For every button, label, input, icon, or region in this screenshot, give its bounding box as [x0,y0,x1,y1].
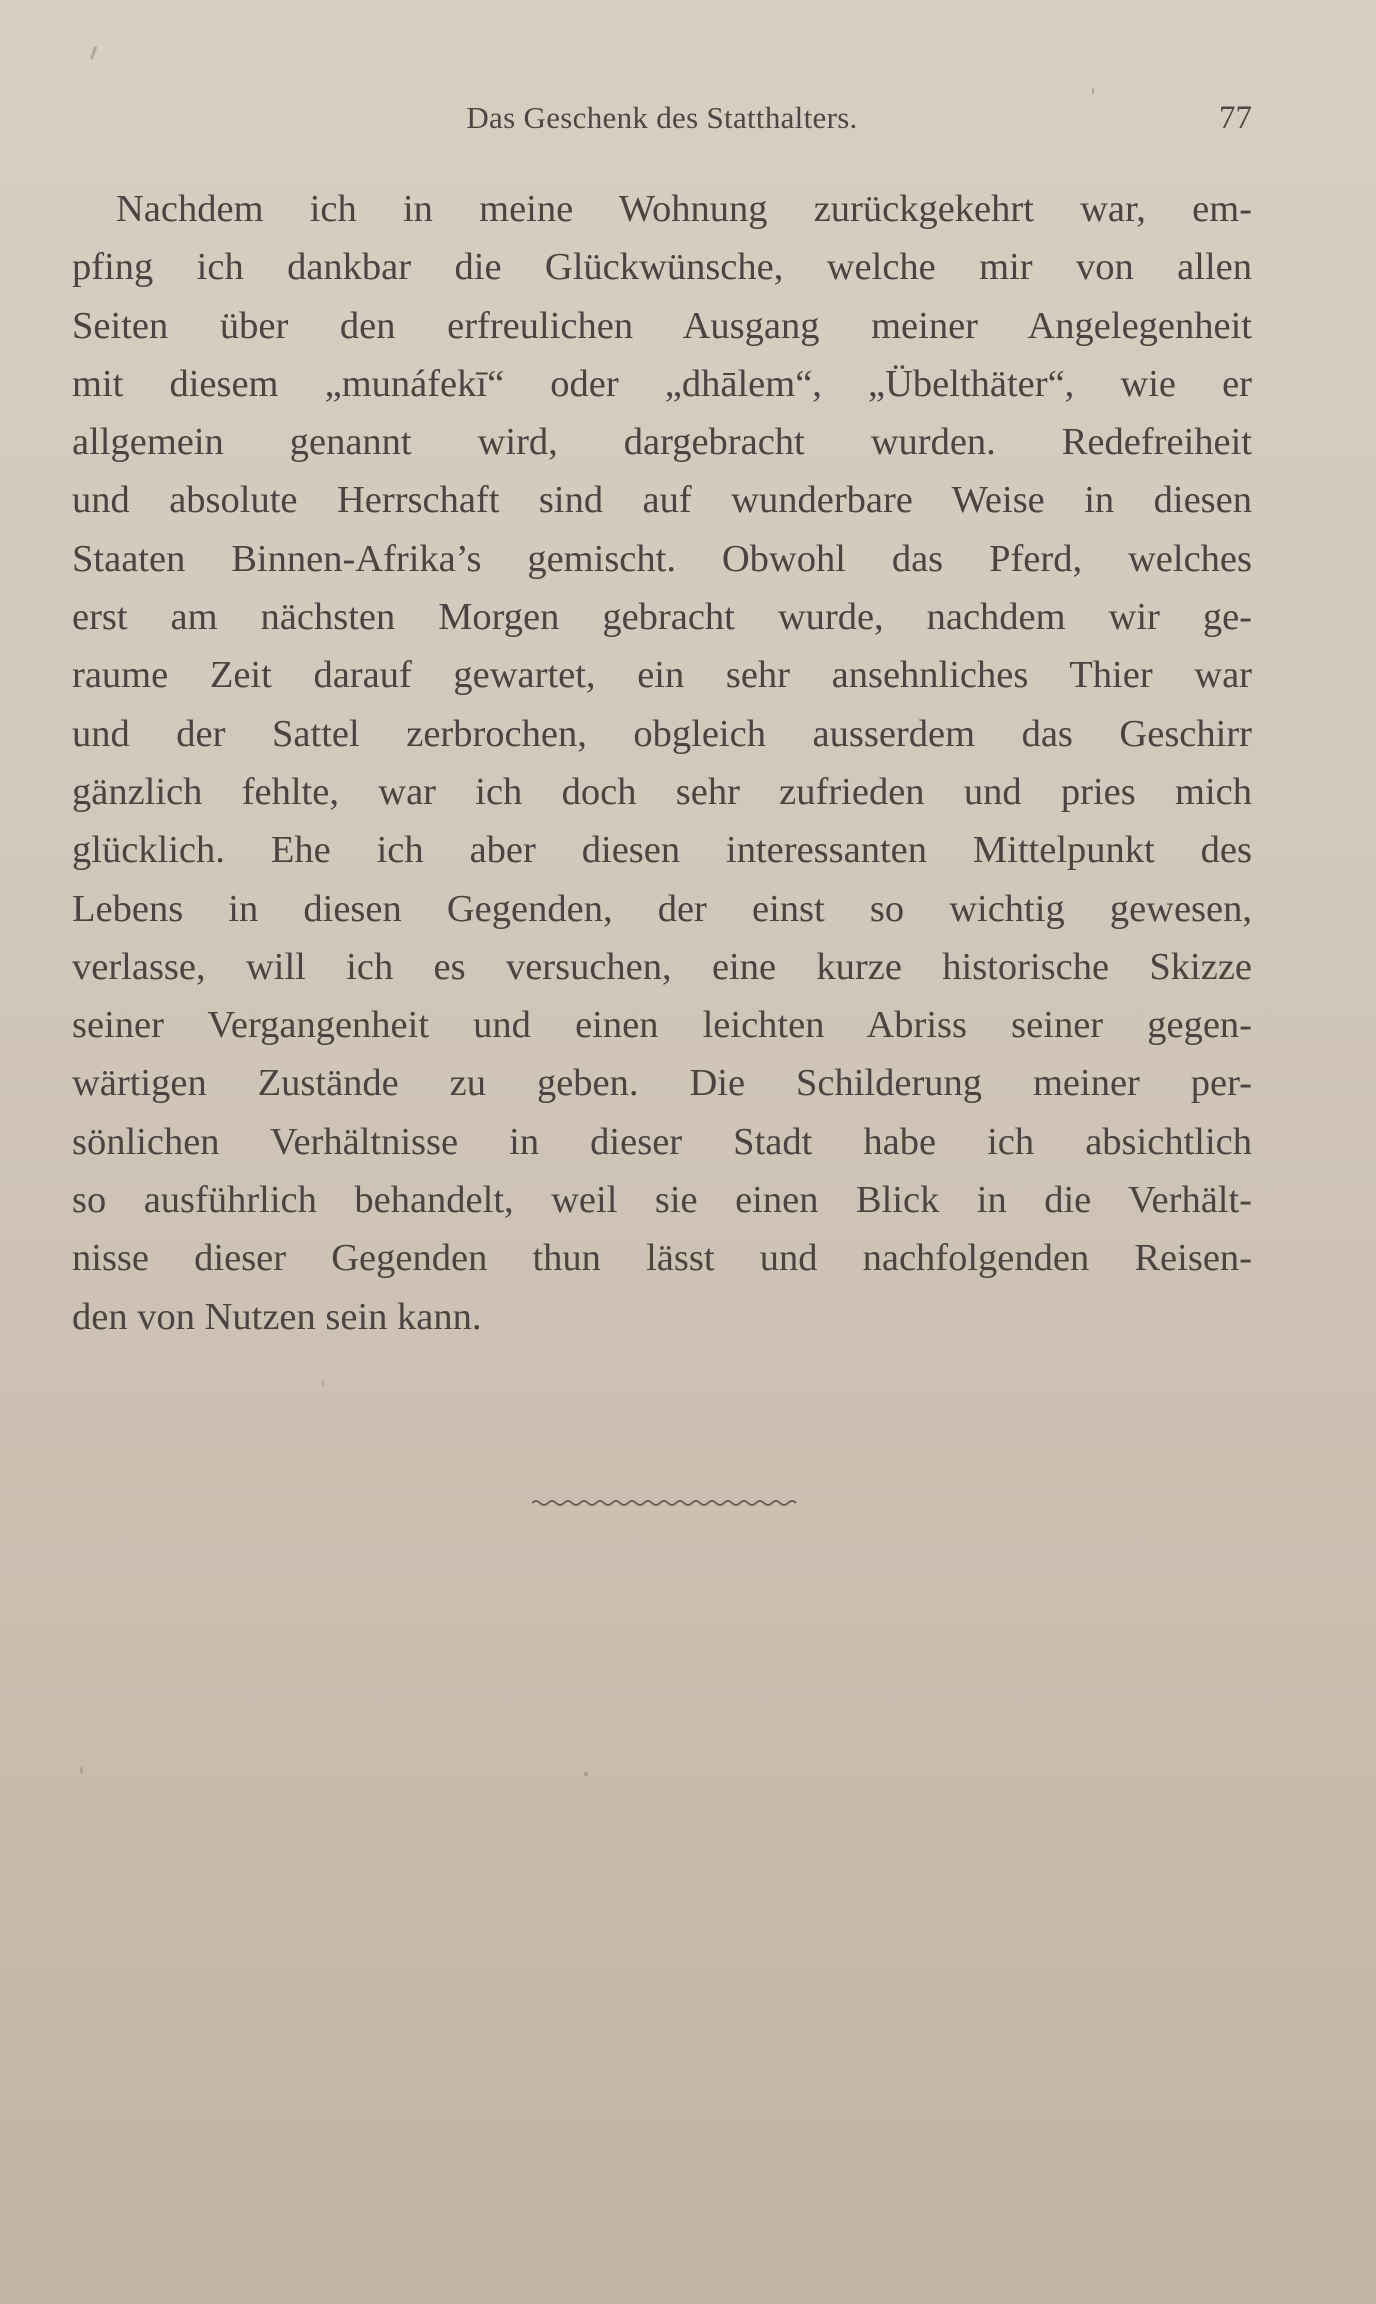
running-title: Das Geschenk des Statthalters. [466,100,858,135]
paper-speck [90,46,98,60]
text-line: gänzlich fehlte, war ich doch sehr zufrieden und pries mich [72,770,1252,813]
page-number: 77 [1219,100,1252,136]
text-line: pfing ich dankbar die Glückwünsche, welche mir von allen [72,246,1252,289]
text-line: raume Zeit darauf gewartet, ein sehr ansehnliches Thier war [72,654,1252,697]
page-header [72,100,1252,150]
text-line: verlasse, will ich es versuchen, eine kurze historische Skizze [72,945,1252,988]
text-line: seiner Vergangenheit und einen leichten Abriss seiner gegen- [72,1004,1252,1047]
text-line: den von Nutzen sein kann. [72,1295,482,1338]
text-line: nisse dieser Gegenden thun lässt und nachfolgenden Reisen- [72,1237,1252,1280]
body-paragraph [72,180,1252,1346]
text-line: sönlichen Verhältnisse in dieser Stadt habe ich absichtlich [72,1120,1252,1163]
text-line: mit diesem „munáfekī“ oder „dhālem“, „Übelthäter“, wie er [72,362,1252,405]
text-line: Seiten über den erfreulichen Ausgang meiner Angelegenheit [72,304,1252,347]
text-line: Nachdem ich in meine Wohnung zurückgekehrt war, em- [116,188,1252,230]
text-line: Staaten Binnen-Afrika’s gemischt. Obwohl das Pferd, welches [72,537,1252,580]
text-line: allgemein genannt wird, dargebracht wurden. Redefreiheit [72,421,1252,464]
text-line: und absolute Herrschaft sind auf wunderbare Weise in diesen [72,479,1252,522]
wavy-divider-ornament [532,1496,800,1510]
text-line: und der Sattel zerbrochen, obgleich ausserdem das Geschirr [72,712,1252,755]
paper-speck [1092,88,1094,94]
paper-speck [80,1766,83,1774]
text-line: so ausführlich behandelt, weil sie einen Blick in die Verhält- [72,1179,1252,1222]
text-line: wärtigen Zustände zu geben. Die Schilderung meiner per- [72,1062,1252,1105]
paper-speck [322,1380,324,1386]
text-line: Lebens in diesen Gegenden, der einst so wichtig gewesen, [72,887,1252,930]
paper-speck [584,1772,588,1776]
text-line: glücklich. Ehe ich aber diesen interessanten Mittelpunkt des [72,829,1252,872]
text-line: erst am nächsten Morgen gebracht wurde, nachdem wir ge- [72,596,1252,639]
